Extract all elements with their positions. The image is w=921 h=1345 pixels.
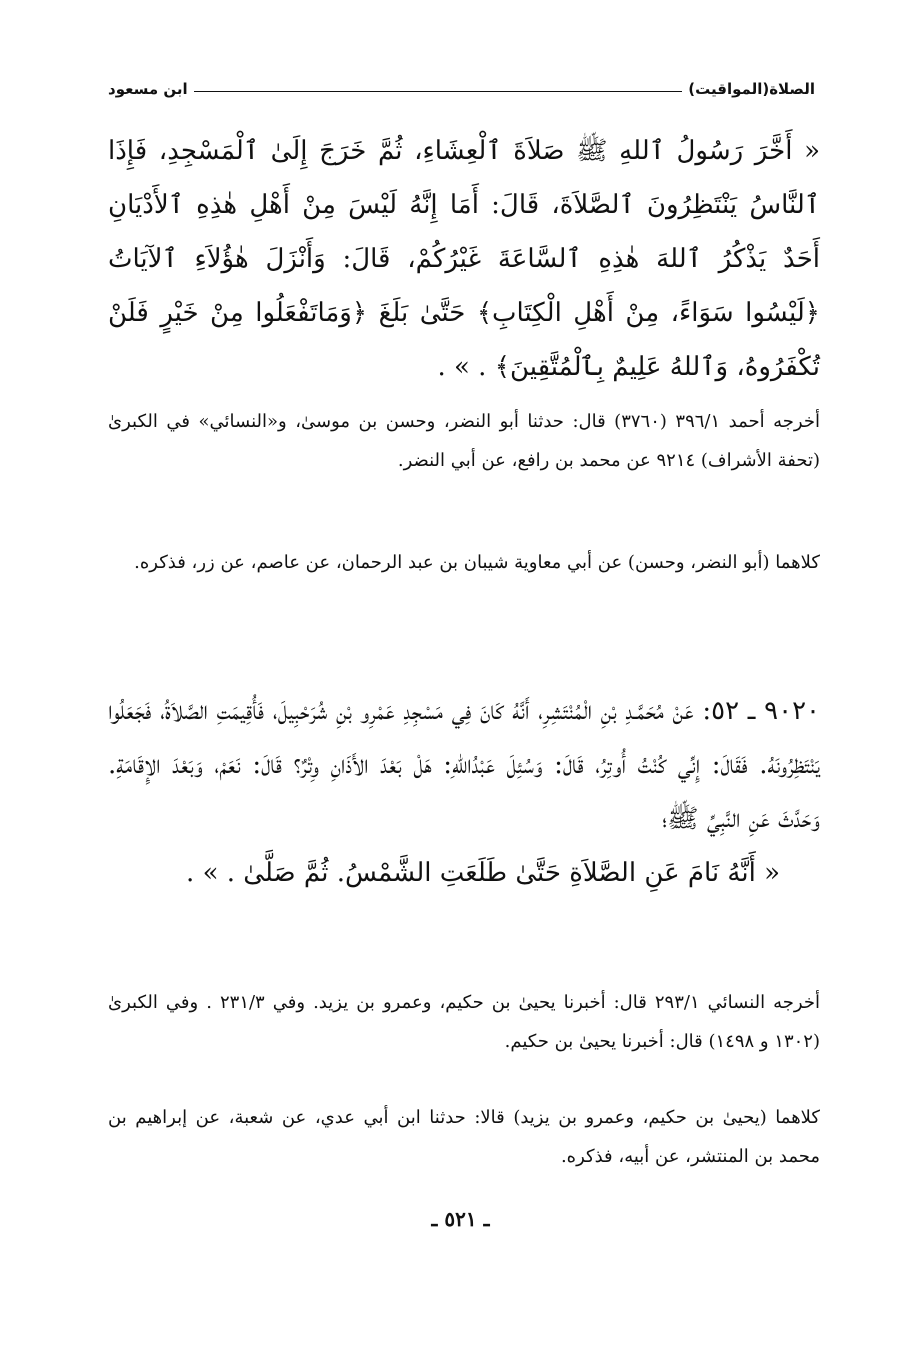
takhrij-2-text-2: كلاهما (يحيىٰ بن حكيم، وعمرو بن يزيد) قالا: حدثنا ابن أبي عدي، عن شعبة، عن إبراهيم بن محمد بن المنتشر، عن أبيه، فذكره.	[108, 1107, 820, 1167]
hadith-1-body: « أَخَّرَ رَسُولُ ٱللهِ ﷺ صَلاَةَ ٱلْعِشَاءِ، ثُمَّ خَرَجَ إِلَىٰ ٱلْمَسْجِدِ، فَإِذَا ٱلنَّاسُ يَنْتَظِرُونَ ٱلصَّلاَةَ، قَالَ: أَمَا إِنَّهُ لَيْسَ مِنْ أَهْلِ هٰذِهِ ٱلأَدْيَانِ أَحَدٌ يَذْكُرُ ٱللهَ هٰذِهِ ٱلسَّاعَةَ غَيْرُكُمْ، قَالَ: وَأَنْزَلَ هٰؤُلاَءِ ٱلآيَاتُ ﴿لَيْسُوا سَوَاءً، مِنْ أَهْلِ الْكِتَابِ﴾ حَتَّىٰ بَلَغَ ﴿وَمَاتَفْعَلُوا مِنْ خَيْرٍ فَلَنْ تُكْفَرُوهُ، وَٱللهُ عَلِيمٌ بِٱلْمُتَّقِينَ﴾ . » .	[108, 136, 820, 382]
takhrij-1-paragraph-2	[108, 543, 820, 582]
running-head-chapter: الصلاة(المواقيت)	[688, 80, 815, 98]
running-head-author: ابن مسعود	[108, 80, 188, 98]
takhrij-1-text-2: كلاهما (أبو النضر، وحسن) عن أبي معاوية شيبان بن عبد الرحمان، عن عاصم، عن زر، فذكره.	[134, 552, 820, 573]
running-head-rule	[194, 91, 683, 92]
page-number: ـ ٥٢١ ـ	[431, 1207, 490, 1231]
takhrij-1-paragraph-1	[108, 402, 820, 480]
hadith-2-body: ٩٠٢٠ ـ ٥٢: عَنْ مُحَمَّـدِ بْنِ الْمُنْتَشِرِ، أَنَّهُ كَانَ فِي مَسْجِدِ عَمْرِو بْنِ شُرَحْبِيلَ، فَأُقِيمَتِ الصَّلاَةُ، فَجَعَلُوا يَنْتَظِرُونَهُ. فَقَالَ: إِنِّي كُنْتُ أُوتِرُ، قَالَ: وَسُئِلَ عَبْدُاللهِ: هَلْ بَعْدَ الأَذَانِ وِتْرٌ؟ قَالَ: نَعَمْ، وَبَعْدَ الإِقَامَةِ. وَحَدَّثَ عَنِ النَّبِيِّ ﷺ؛	[108, 696, 820, 834]
takhrij-2-paragraph-2	[108, 1098, 820, 1176]
hadith-text-2	[108, 684, 820, 900]
hadith-2-quote: « أَنَّهُ نَامَ عَنِ الصَّلاَةِ حَتَّىٰ طَلَعَتِ الشَّمْسُ. ثُمَّ صَلَّىٰ . » .	[186, 858, 780, 888]
running-head	[108, 76, 815, 102]
takhrij-2-text-1: أخرجه النسائي ٢٩٣/١ قال: أخبرنا يحيىٰ بن حكيم، وعمرو بن يزيد. وفي ٢٣١/٣ . وفي الكبرىٰ (١٣٠٢ و ١٤٩٨) قال: أخبرنا يحيىٰ بن حكيم.	[108, 992, 820, 1052]
takhrij-1-text-1: أخرجه أحمد ٣٩٦/١ (٣٧٦٠) قال: حدثنا أبو النضر، وحسن بن موسىٰ، و«النسائي» في الكبرىٰ (تحفة الأشراف) ٩٢١٤ عن محمد بن رافع، عن أبي النضر.	[108, 411, 820, 471]
hadith-text-1	[108, 124, 820, 394]
takhrij-2-paragraph-1	[108, 983, 820, 1061]
